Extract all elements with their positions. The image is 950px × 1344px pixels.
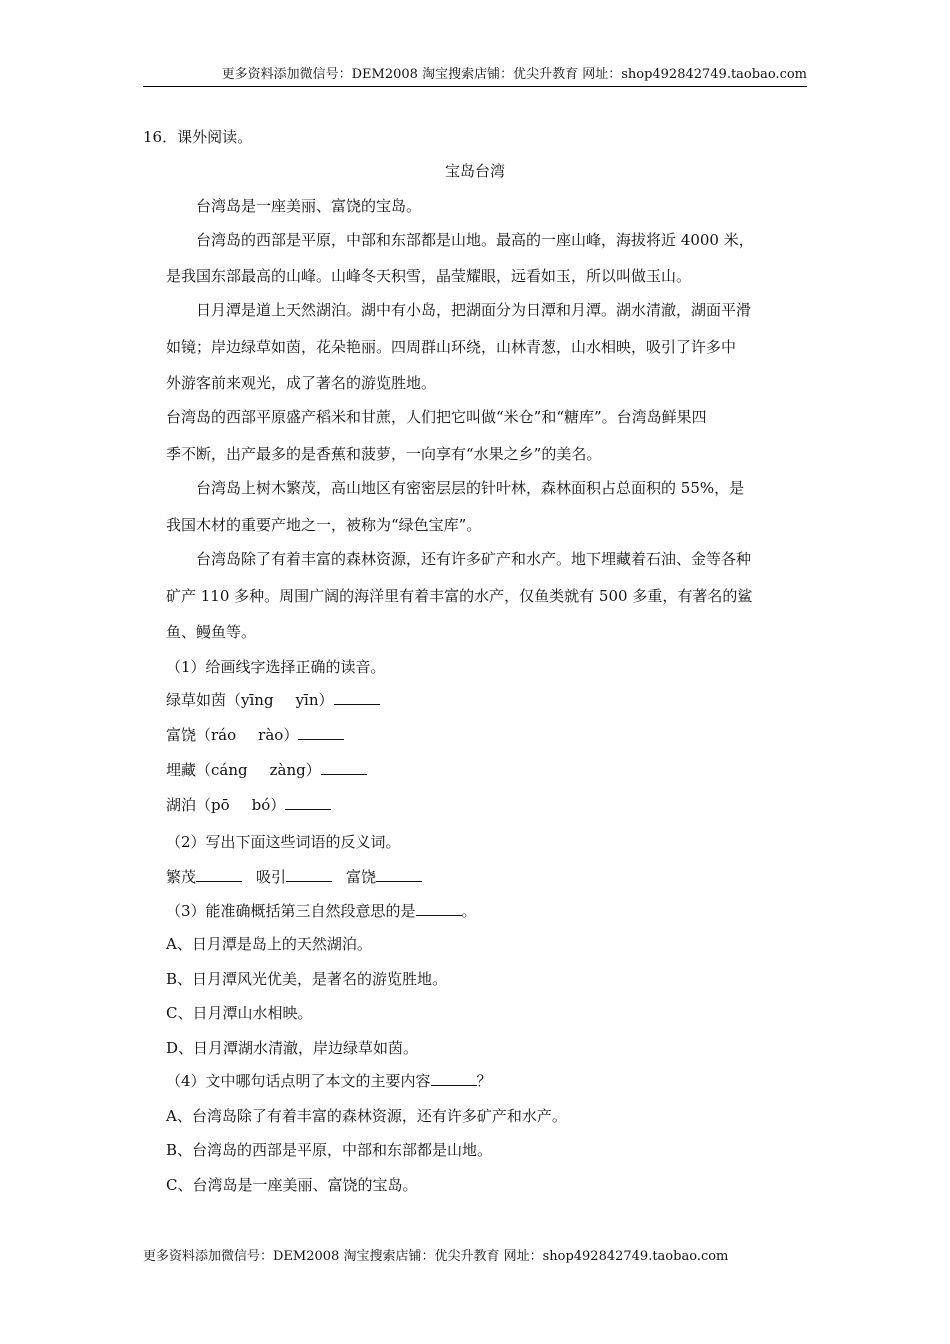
passage-title: 宝岛台湾 [444,162,505,180]
passage-line: 季不断，出产最多的是香蕉和菠萝，一向享有“水果之乡”的美名。 [166,445,602,463]
passage-line: 矿产 110 多种。周围广阔的海洋里有着丰富的水产，仅鱼类就有 500 多重，有著名的鲨 [166,587,753,605]
q1-item: 绿草如茵（yīng yīn） [166,690,380,710]
q1-item: 湖泊（pō bó） [166,795,331,815]
answer-blank[interactable] [285,795,331,810]
passage-line: 台湾岛上树木繁茂，高山地区有密密层层的针叶林，森林面积占总面积的 55%，是 [196,479,745,497]
q1-item: 埋藏（cáng zàng） [166,760,367,780]
q1-item: 富饶（ráo rào） [166,725,344,745]
passage-line: 是我国东部最高的山峰。山峰冬天积雪，晶莹耀眼，远看如玉，所以叫做玉山。 [166,267,692,285]
page-footer: 更多资料添加微信号：DEM2008 淘宝搜索店铺：优尖升教育 网址：shop492842749.taobao.com [143,1249,729,1264]
passage-line: 如镜；岸边绿草如茵，花朵艳丽。四周群山环绕，山林青葱，山水相映，吸引了许多中 [166,338,737,356]
passage-line: 台湾岛除了有着丰富的森林资源，还有许多矿产和水产。地下埋藏着石油、金等各种 [196,550,752,568]
q4-option-c[interactable]: C、台湾岛是一座美丽、富饶的宝岛。 [166,1176,418,1194]
answer-blank[interactable] [286,867,332,882]
page-header: 更多资料添加微信号：DEM2008 淘宝搜索店铺：优尖升教育 网址：shop492842749.taobao.com [143,66,807,87]
passage-line: 我国木材的重要产地之一，被称为“绿色宝库”。 [166,516,482,534]
passage-line: 台湾岛的西部是平原，中部和东部都是山地。最高的一座山峰，海拔将近 4000 米， [196,231,754,249]
passage-line: 鱼、鳗鱼等。 [166,623,257,641]
q1-prompt: （1）给画线字选择正确的读音。 [166,658,386,676]
answer-blank[interactable] [321,760,367,775]
answer-blank[interactable] [376,867,422,882]
answer-blank[interactable] [334,690,380,705]
answer-blank[interactable] [431,1071,477,1086]
passage-line: 外游客前来观光，成了著名的游览胜地。 [166,374,437,392]
q3-option-a[interactable]: A、日月潭是岛上的天然湖泊。 [166,935,372,953]
q4-option-b[interactable]: B、台湾岛的西部是平原，中部和东部都是山地。 [166,1141,493,1159]
q3-option-c[interactable]: C、日月潭山水相映。 [166,1004,313,1022]
answer-blank[interactable] [298,725,344,740]
passage-line: 台湾岛的西部平原盛产稻米和甘蔗，人们把它叫做“米仓”和“糖库”。台湾岛鲜果四 [166,408,707,426]
answer-blank[interactable] [196,867,242,882]
q4-prompt: （4）文中哪句话点明了本文的主要内容 ？ [166,1072,492,1090]
q4-option-a[interactable]: A、台湾岛除了有着丰富的森林资源，还有许多矿产和水产。 [166,1107,567,1125]
answer-blank[interactable] [416,901,462,916]
q2-prompt: （2）写出下面这些词语的反义词。 [166,833,401,851]
q3-option-d[interactable]: D、日月潭湖水清澈，岸边绿草如茵。 [166,1039,419,1057]
q3-option-b[interactable]: B、日月潭风光优美，是著名的游览胜地。 [166,970,448,988]
passage-line: 日月潭是道上天然湖泊。湖中有小岛，把湖面分为日潭和月潭。湖水清澈，湖面平滑 [196,301,752,319]
question-number: 16．课外阅读。 [143,128,253,146]
q3-prompt: （3）能准确概括第三自然段意思的是 。 [166,902,477,920]
passage-line: 台湾岛是一座美丽、富饶的宝岛。 [196,197,422,215]
q2-words: 繁茂 吸引 富饶 [166,867,422,887]
